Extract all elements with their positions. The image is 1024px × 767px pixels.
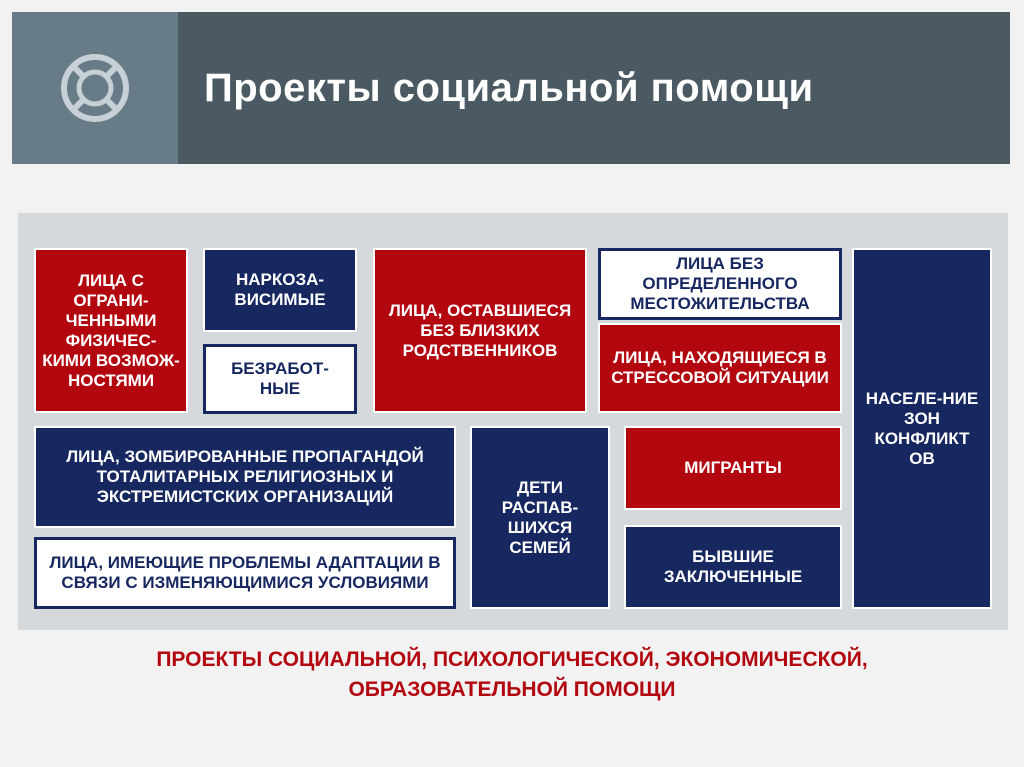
footer-caption [0, 645, 1024, 705]
categories-panel [18, 213, 1008, 630]
box-zombified: ЛИЦА, ЗОМБИРОВАННЫЕ ПРОПАГАНДОЙ ТОТАЛИТАРНЫХ РЕЛИГИОЗНЫХ И ЭКСТРЕМИСТСКИХ ОРГАНИЗАЦИЙ [34, 426, 456, 528]
box-no-relatives: ЛИЦА, ОСТАВШИЕСЯ БЕЗ БЛИЗКИХ РОДСТВЕННИКОВ [373, 248, 587, 413]
box-migrants: МИГРАНТЫ [624, 426, 842, 510]
box-unemployed: БЕЗРАБОТ-НЫЕ [203, 344, 357, 414]
icon-panel [12, 12, 178, 164]
box-ex-prisoners: БЫВШИЕ ЗАКЛЮЧЕННЫЕ [624, 525, 842, 609]
footer-line-1: ПРОЕКТЫ СОЦИАЛЬНОЙ, ПСИХОЛОГИЧЕСКОЙ, ЭКОНОМИЧЕСКОЙ, [156, 648, 868, 671]
box-adaptation: ЛИЦА, ИМЕЮЩИЕ ПРОБЛЕМЫ АДАПТАЦИИ В СВЯЗИ С ИЗМЕНЯЮЩИМИСЯ УСЛОВИЯМИ [34, 537, 456, 609]
box-conflict-zones: НАСЕЛЕ-НИЕ ЗОН КОНФЛИКТ ОВ [852, 248, 992, 609]
box-homeless: ЛИЦА БЕЗ ОПРЕДЕЛЕННОГО МЕСТОЖИТЕЛЬСТВА [598, 248, 842, 320]
box-stress: ЛИЦА, НАХОДЯЩИЕСЯ В СТРЕССОВОЙ СИТУАЦИИ [598, 323, 842, 413]
box-limited-abilities: ЛИЦА С ОГРАНИ-ЧЕННЫМИ ФИЗИЧЕС-КИМИ ВОЗМОЖ-НОСТЯМИ [34, 248, 188, 413]
header-banner [12, 12, 1010, 164]
title-panel [178, 12, 1010, 164]
lifebuoy-icon [59, 52, 131, 124]
box-divorced-children: ДЕТИ РАСПАВ-ШИХСЯ СЕМЕЙ [470, 426, 610, 609]
footer-line-2: ОБРАЗОВАТЕЛЬНОЙ ПОМОЩИ [348, 678, 676, 701]
box-drug-dependent: НАРКОЗА-ВИСИМЫЕ [203, 248, 357, 332]
page-title: Проекты социальной помощи [204, 65, 814, 110]
